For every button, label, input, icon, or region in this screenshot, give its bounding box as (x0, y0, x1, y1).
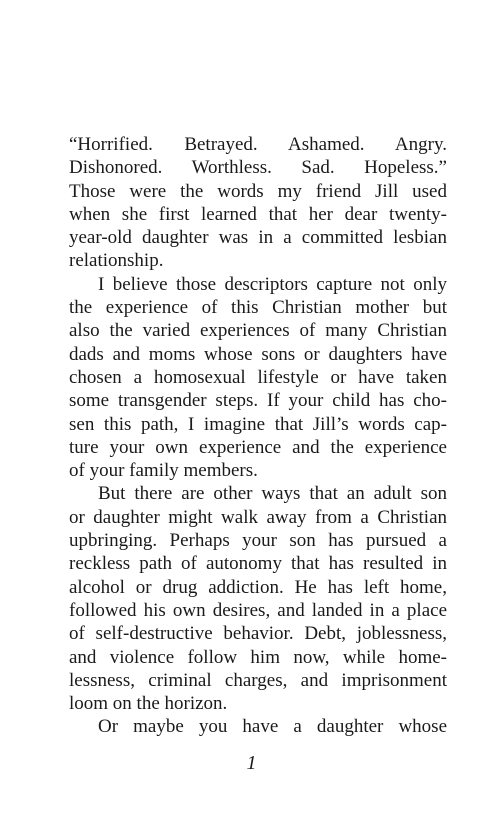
paragraph (69, 273, 447, 483)
text-line: or daughter might walk away from a Christian (69, 506, 447, 528)
text-line: I believe those descriptors capture not only (98, 273, 447, 295)
text-line: year-old daughter was in a committed lesbian (69, 227, 447, 249)
text-line: chosen a homosexual lifestyle or have taken (69, 366, 447, 388)
text-line: Those were the words my friend Jill used (69, 180, 447, 202)
text-line: “Horrified. Betrayed. Ashamed. Angry. (69, 134, 447, 155)
text-line: of self-destructive behavior. Debt, joblessness, (69, 623, 447, 645)
text-line: But there are other ways that an adult son (98, 483, 447, 505)
text-line: followed his own desires, and landed in a place (69, 599, 447, 621)
text-line: dads and moms whose sons or daughters have (69, 343, 447, 365)
text-line: of your family members. (69, 460, 258, 482)
paragraph (69, 482, 447, 715)
text-line: upbringing. Perhaps your son has pursued a (69, 530, 447, 552)
text-line: Or maybe you have a daughter whose (98, 716, 447, 738)
text-line: and violence follow him now, while home- (69, 646, 447, 668)
text-line: reckless path of autonomy that has resulted in (69, 553, 447, 575)
page-number: 1 (246, 752, 257, 774)
text-line: alcohol or drug addiction. He has left home, (69, 576, 447, 598)
text-line: loom on the horizon. (69, 693, 228, 715)
text-line: sen this path, I imagine that Jill’s words cap- (69, 413, 447, 435)
text-line: the experience of this Christian mother but (69, 297, 447, 319)
text-line: ture your own experience and the experience (69, 436, 447, 458)
paragraph (69, 133, 447, 273)
text-line: lessness, criminal charges, and imprisonment (69, 669, 447, 691)
text-line: Dishonored. Worthless. Sad. Hopeless.” (69, 157, 447, 179)
text-line: also the varied experiences of many Christian (69, 320, 447, 342)
paragraph (69, 715, 447, 738)
text-line: relationship. (69, 250, 164, 272)
text-line: when she first learned that her dear twenty- (69, 203, 447, 225)
body-text (69, 133, 447, 739)
text-line: some transgender steps. If your child has cho- (69, 390, 447, 412)
